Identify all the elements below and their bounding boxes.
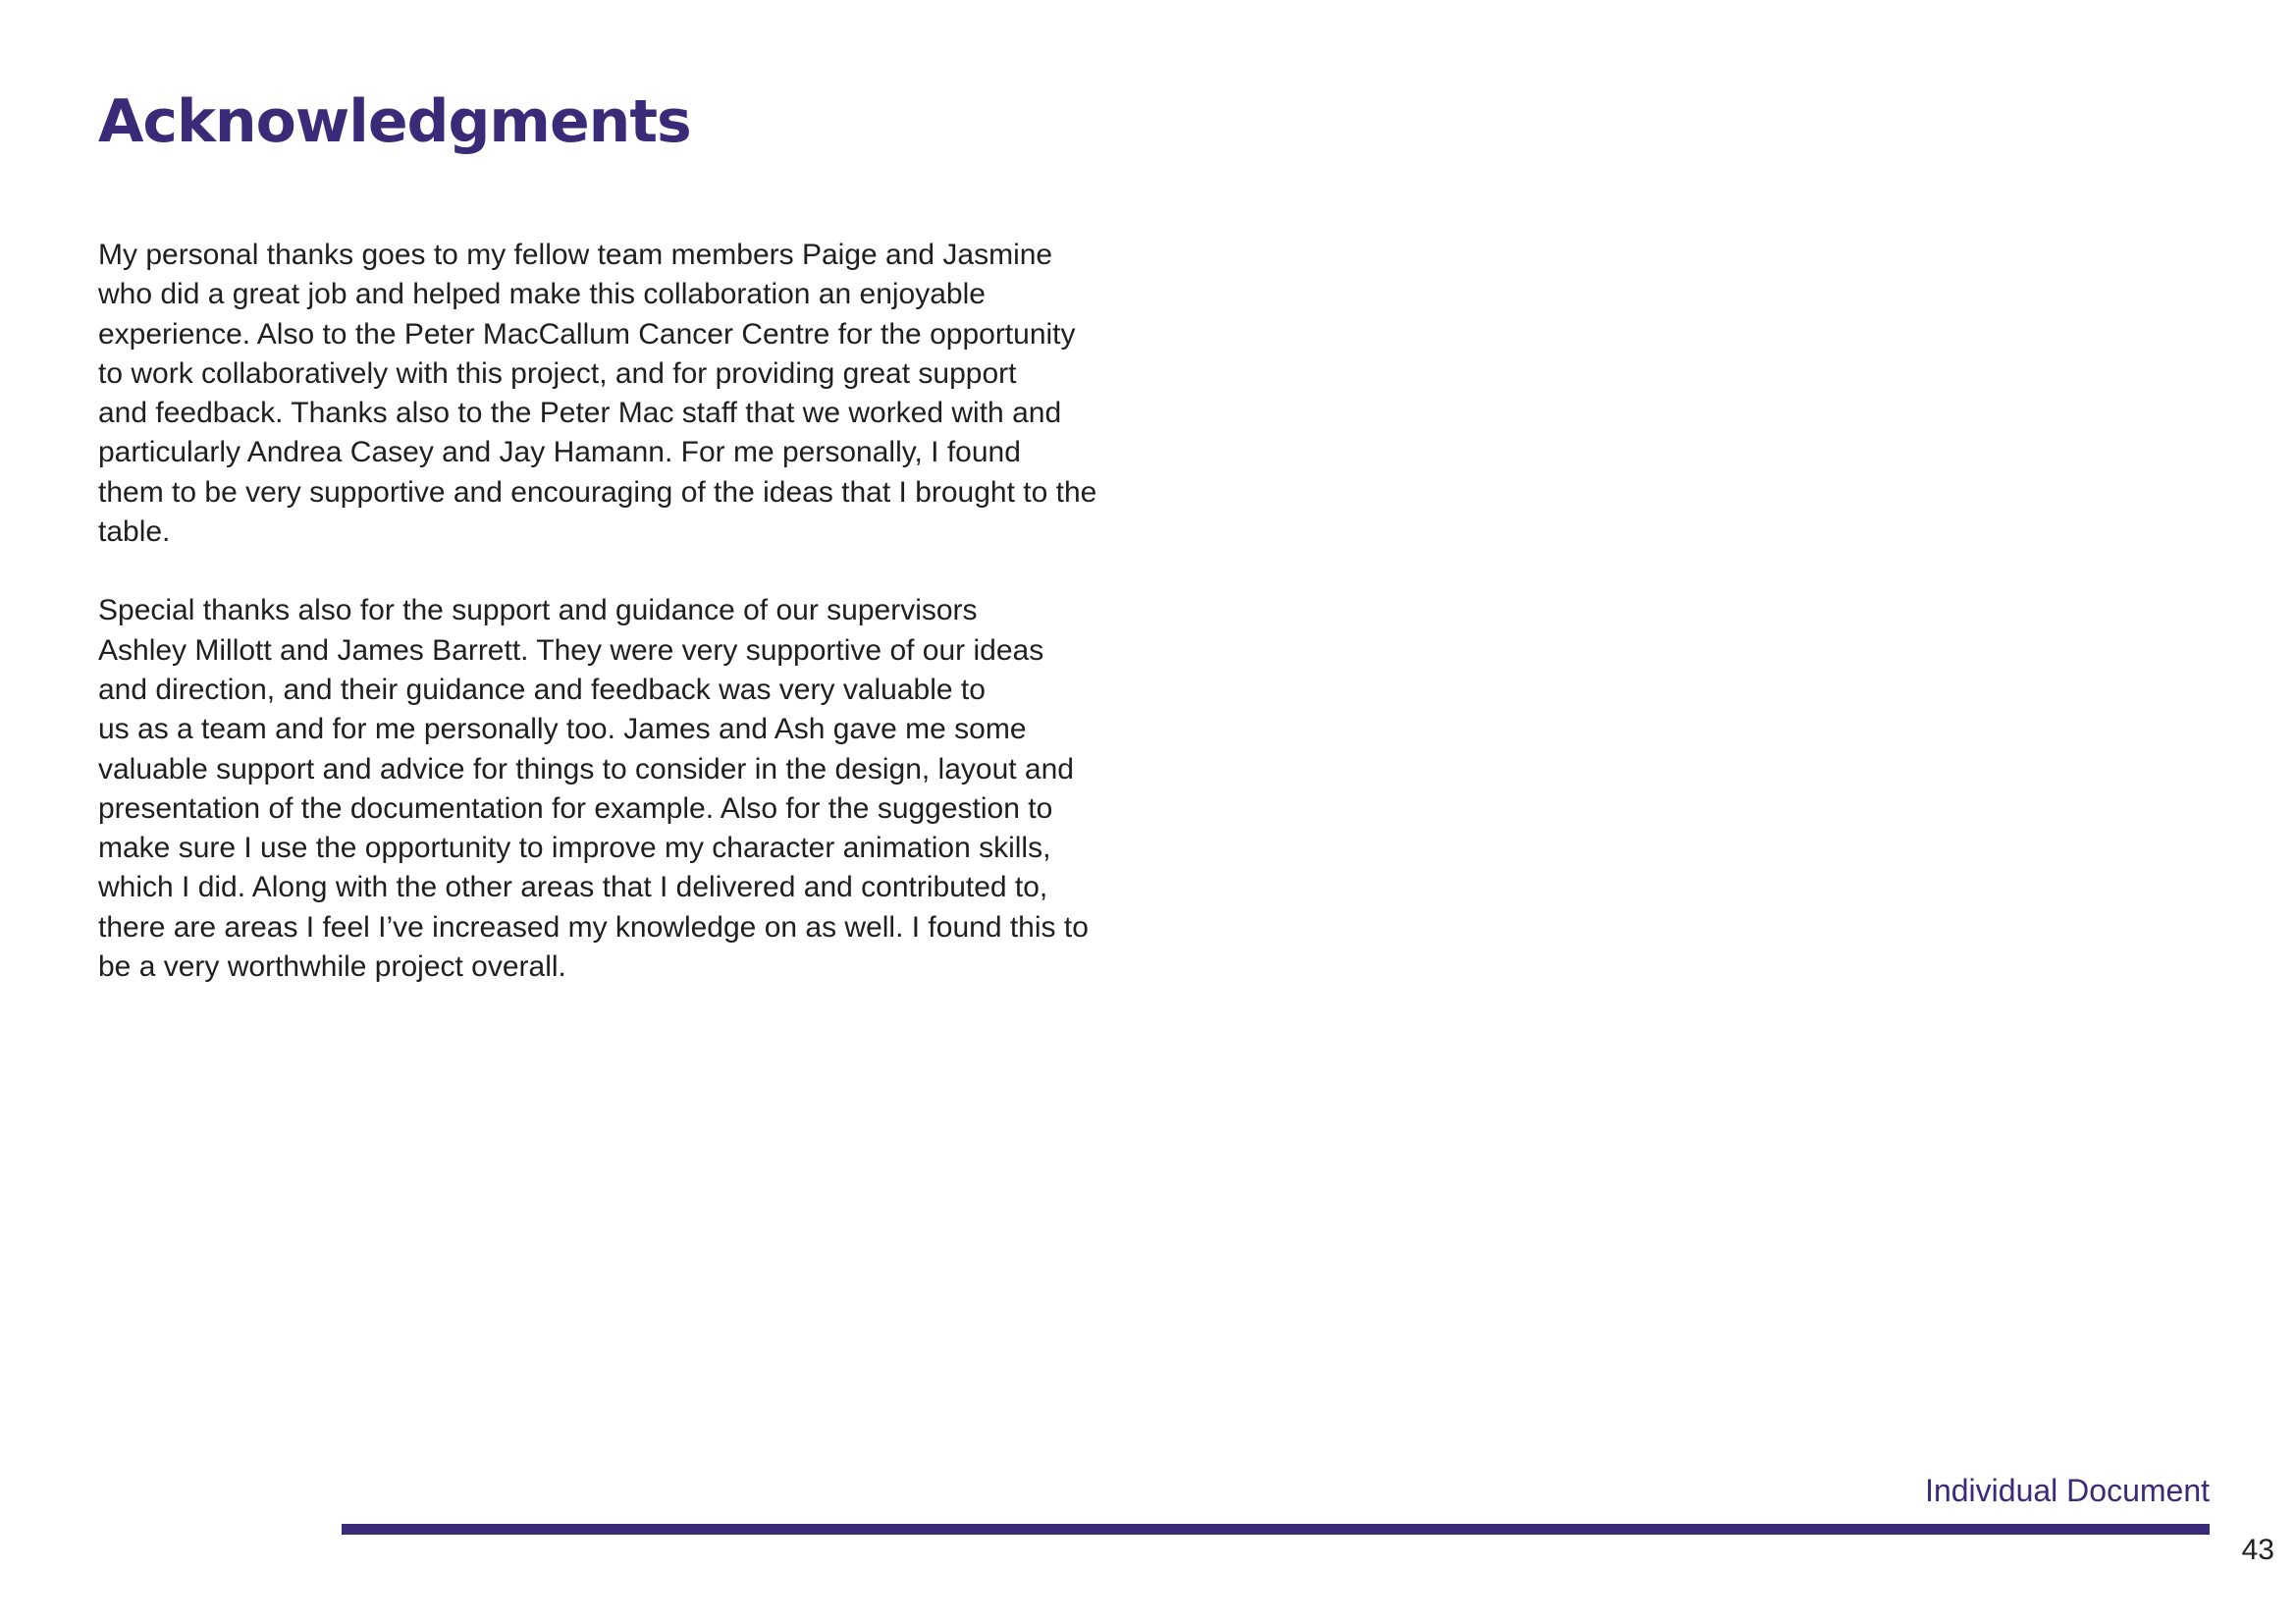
text-line: My personal thanks goes to my fellow team members Paige and Jasmine (98, 239, 1053, 271)
page-number: 43 (2241, 1534, 2274, 1566)
text-line: which I did. Along with the other areas that I delivered and contributed to, (98, 871, 1048, 904)
text-line: table. (98, 515, 171, 549)
text-line: and feedback. Thanks also to the Peter Mac staff that we worked with and (98, 397, 1062, 430)
text-line: make sure I use the opportunity to improve my character animation skills, (98, 832, 1051, 865)
text-line: presentation of the documentation for example. Also for the suggestion to (98, 791, 1053, 825)
page-title: Acknowledgments (98, 87, 691, 156)
text-line: Special thanks also for the support and guidance of our supervisors (98, 594, 978, 627)
text-line: be a very worthwhile project overall. (98, 950, 566, 984)
text-line: to work collaboratively with this project, and for providing great support (98, 356, 1017, 390)
text-line: particularly Andrea Casey and Jay Hamann. For me personally, I found (98, 436, 1021, 469)
text-line: Ashley Millott and James Barrett. They were very supportive of our ideas (98, 633, 1044, 667)
text-line: them to be very supportive and encouraging of the ideas that I brought to the (98, 475, 1097, 509)
text-line: us as a team and for me personally too. James and Ash gave me some (98, 713, 1027, 746)
footer-document-label: Individual Document (1925, 1473, 2210, 1508)
text-line: there are areas I feel I’ve increased my knowledge on as well. I found this to (98, 910, 1089, 944)
text-line: experience. Also to the Peter MacCallum Cancer Centre for the opportunity (98, 317, 1076, 351)
footer-divider (342, 1524, 2210, 1535)
text-line: and direction, and their guidance and feedback was very valuable to (98, 673, 986, 706)
text-line: valuable support and advice for things to consider in the design, layout and (98, 752, 1074, 785)
paragraph-2 (98, 591, 1089, 987)
text-line: who did a great job and helped make this collaboration an enjoyable (98, 278, 986, 311)
paragraph-1 (98, 236, 1097, 552)
body-text (98, 236, 1097, 987)
